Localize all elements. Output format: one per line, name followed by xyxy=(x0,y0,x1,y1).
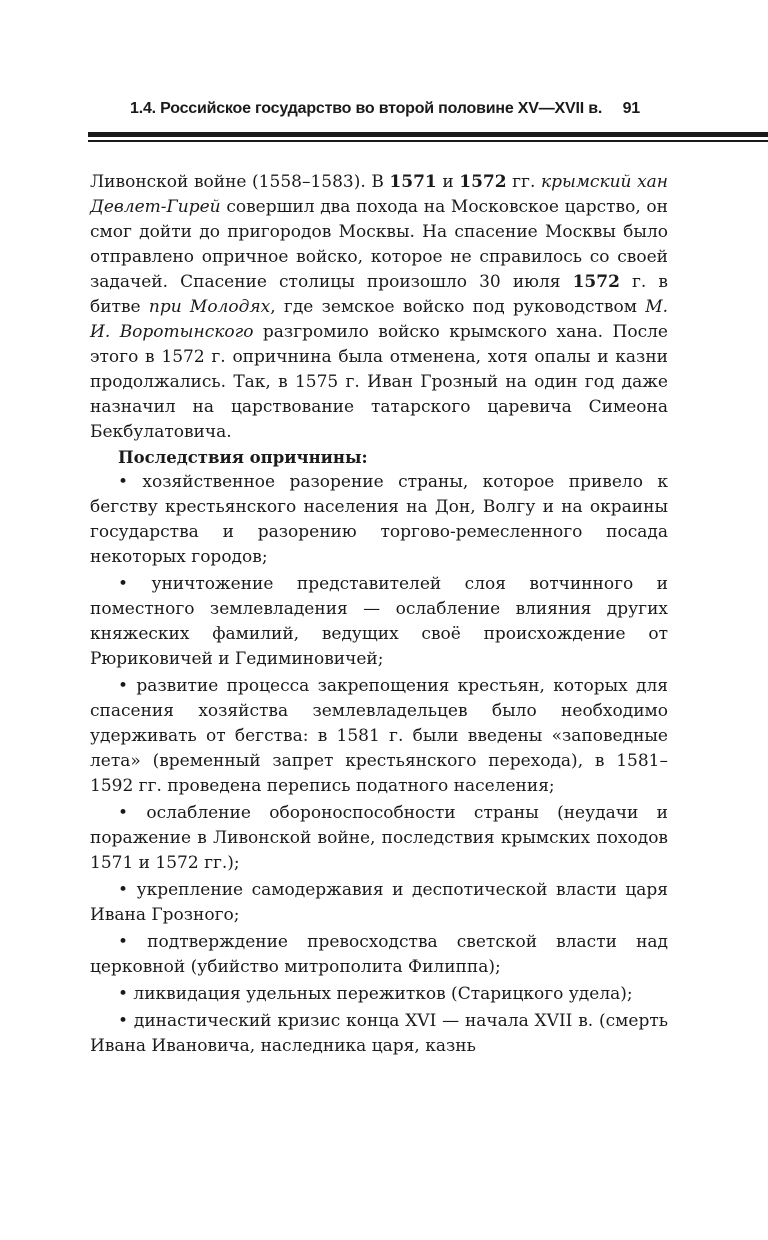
text-span: разгромило войско крымского хана. После этого в 1572 г. опричнина была отменена, хотя опалы и казни продолжались. Так, в 1575 г. Иван Грозный на один год даже назначил на царствование татарского царевича Симеона Бекбулатовича. xyxy=(90,322,668,442)
text-span: гг. xyxy=(506,172,541,192)
text-span: г. в битве xyxy=(90,272,668,317)
text-span: совершил два похода на Московское царство, он смог дойти до пригородов Москвы. На спасение Москвы было отправлено опричное войско, которое не справилось со своей задачей. Спасение столицы произошло 30 июля xyxy=(90,197,668,292)
chapter-title: 1.4. Российское государство во второй половине XV—XVII в. xyxy=(130,100,603,117)
main-text xyxy=(90,170,668,1059)
list-item: • хозяйственное разорение страны, которое привело к бегству крестьянского населения на Дон, Волгу и на окраины государства и разорению торгово-ремесленного посада некоторых городов; xyxy=(90,472,668,567)
bold-year: 1572 xyxy=(572,272,620,292)
list-item: • укрепление самодержавия и деспотической власти царя Ивана Грозного; xyxy=(90,880,668,925)
text-span: Ливонской войне (1558–1583). В xyxy=(90,172,390,192)
page-number: 91 xyxy=(622,100,640,117)
header-rule-thin xyxy=(88,140,768,142)
italic-term: при Молодях xyxy=(148,297,271,317)
list-item: • развитие процесса закрепощения крестьян, которых для спасения хозяйства землевладельцев было необходимо удерживать от бегства: в 1581 г. были введены «заповедные лета» (временный запрет крестьянского перехода), в 1581–1592 гг. проведена перепись податного населения; xyxy=(90,676,668,796)
header-rule-thick xyxy=(88,132,768,137)
italic-term: М. И. Воротынского xyxy=(90,297,668,342)
list-item: • ликвидация удельных пережитков (Старицкого удела); xyxy=(118,984,633,1004)
bold-year: 1571 xyxy=(389,172,437,192)
consequences-heading: Последствия опричнины: xyxy=(118,448,368,467)
text-span: , где земское войско под руководством xyxy=(270,297,646,317)
list-item: • подтверждение превосходства светской власти над церковной (убийство митрополита Филиппа); xyxy=(90,932,668,977)
bold-year: 1572 xyxy=(459,172,507,192)
text-span: и xyxy=(436,172,460,192)
paragraph-livonian-war xyxy=(90,170,668,445)
italic-term: крымский хан Девлет-Гирей xyxy=(90,172,668,217)
list-item: • династический кризис конца XVI — начала XVII в. (смерть Ивана Ивановича, наследника царя, казнь xyxy=(90,1011,668,1056)
running-header xyxy=(130,100,640,118)
list-item: • уничтожение представителей слоя вотчинного и поместного землевладения — ослабление влияния других княжеских фамилий, ведущих своё происхождение от Рюриковичей и Гедиминовичей; xyxy=(90,574,668,669)
list-item: • ослабление обороноспособности страны (неудачи и поражение в Ливонской войне, последствия крымских походов 1571 и 1572 гг.); xyxy=(90,803,668,873)
